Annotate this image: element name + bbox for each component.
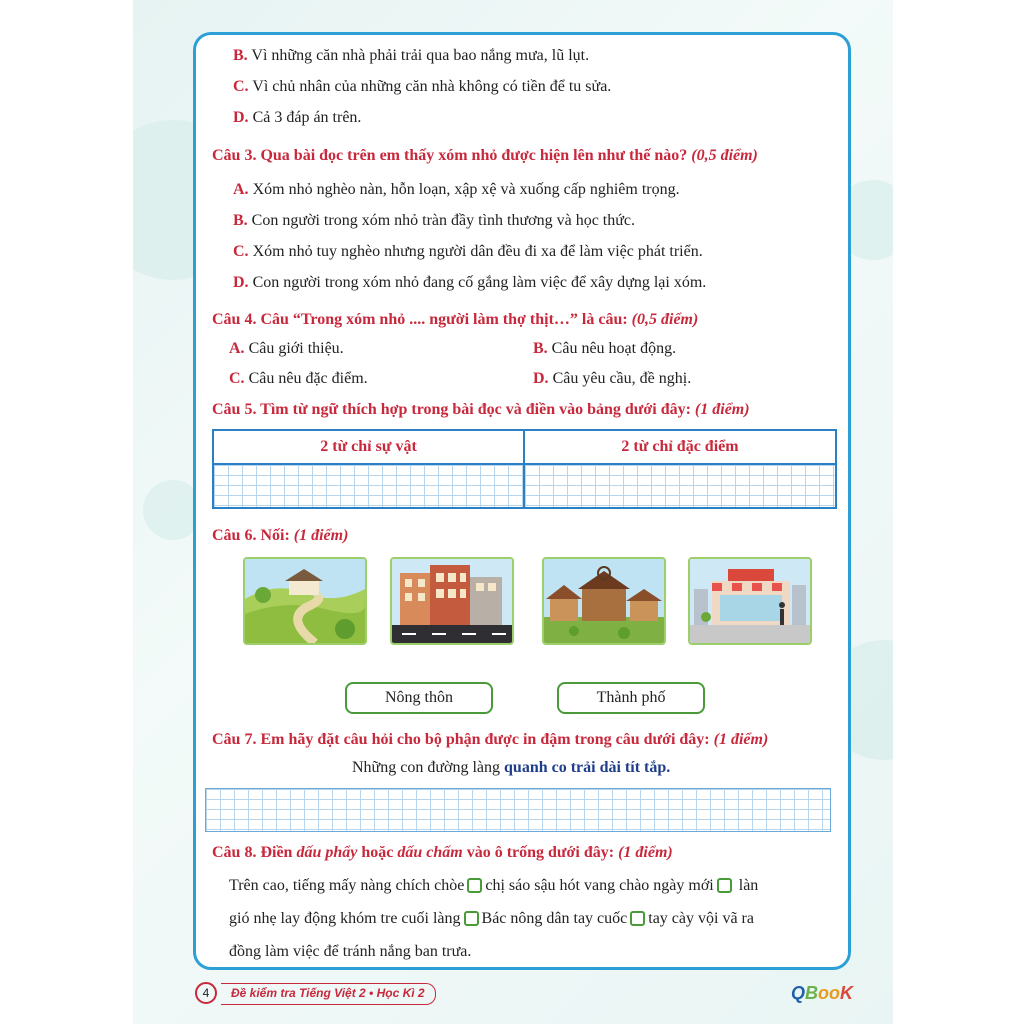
page <box>133 0 893 1024</box>
countryside-label-box[interactable]: Nông thôn <box>345 682 493 714</box>
blank-box-1[interactable] <box>467 878 482 893</box>
q4-option-d: D. Câu yêu cầu, đề nghị. <box>533 370 692 387</box>
city-label-box[interactable]: Thành phố <box>557 682 705 714</box>
blank-box-3[interactable] <box>464 911 479 926</box>
page-number: 4 <box>195 982 217 1004</box>
countryside-road-image <box>243 557 367 645</box>
table-header-col2: 2 từ chỉ đặc điểm <box>525 431 835 465</box>
q6-title: Câu 6. Nối: (1 điểm) <box>212 527 349 544</box>
q2-option-c: C. Vì chủ nhân của những căn nhà không có tiền để tu sửa. <box>233 78 612 95</box>
q5-answer-table <box>212 429 837 509</box>
city-buildings-image <box>390 557 514 645</box>
q4-option-b: B. Câu nêu hoạt động. <box>533 340 677 357</box>
q8-line-1: Trên cao, tiếng mấy nàng chích chòe chị sáo sậu hót vang chào ngày mới làn <box>229 877 759 894</box>
q3-option-c: C. Xóm nhỏ tuy nghèo nhưng người dân đều đi xa để làm việc phát triển. <box>233 243 703 260</box>
table-writing-grid-col2[interactable] <box>525 465 835 507</box>
q8-title: Câu 8. Điền dấu phẩy hoặc dấu chấm vào ô trống dưới đây: (1 điểm) <box>212 844 673 861</box>
footer-title: Đề kiểm tra Tiếng Việt 2 • Học Kì 2 <box>221 983 436 1005</box>
q3-option-d: D. Con người trong xóm nhỏ đang cố gắng làm việc để xây dựng lại xóm. <box>233 274 707 291</box>
q3-option-b: B. Con người trong xóm nhỏ tràn đầy tình thương và học thức. <box>233 212 636 229</box>
q2-option-d: D. Cả 3 đáp án trên. <box>233 109 362 126</box>
table-writing-grid-col1[interactable] <box>214 465 525 507</box>
q4-option-c: C. Câu nêu đặc điểm. <box>229 370 368 387</box>
q2-option-b: B. Vì những căn nhà phải trải qua bao nắng mưa, lũ lụt. <box>233 47 590 64</box>
blank-box-2[interactable] <box>717 878 732 893</box>
q5-title: Câu 5. Tìm từ ngữ thích hợp trong bài đọc và điền vào bảng dưới đây: (1 điểm) <box>212 401 750 418</box>
q8-line-2: gió nhẹ lay động khóm tre cuối làng Bác nông dân tay cuốc tay cày vội vã ra <box>229 910 754 927</box>
city-shop-image <box>688 557 812 645</box>
blank-box-4[interactable] <box>630 911 645 926</box>
q4-option-a: A. Câu giới thiệu. <box>229 340 344 357</box>
q3-title: Câu 3. Qua bài đọc trên em thấy xóm nhỏ được hiện lên như thế nào? (0,5 điểm) <box>212 147 758 164</box>
village-houses-image <box>542 557 666 645</box>
qbook-logo: QBooK <box>791 983 854 1003</box>
q3-option-a: A. Xóm nhỏ nghèo nàn, hỗn loạn, xập xệ và xuống cấp nghiêm trọng. <box>233 181 680 198</box>
q7-writing-grid[interactable] <box>205 788 831 832</box>
q7-title: Câu 7. Em hãy đặt câu hỏi cho bộ phận được in đậm trong câu dưới đây: (1 điểm) <box>212 731 769 748</box>
q7-sentence: Những con đường làng quanh co trải dài tít tắp. <box>352 759 671 776</box>
q8-line-3: đồng làm việc để tránh nắng ban trưa. <box>229 943 472 960</box>
table-header-col1: 2 từ chỉ sự vật <box>214 431 525 465</box>
q4-title: Câu 4. Câu “Trong xóm nhỏ .... người làm thợ thịt…” là câu: (0,5 điểm) <box>212 311 699 328</box>
